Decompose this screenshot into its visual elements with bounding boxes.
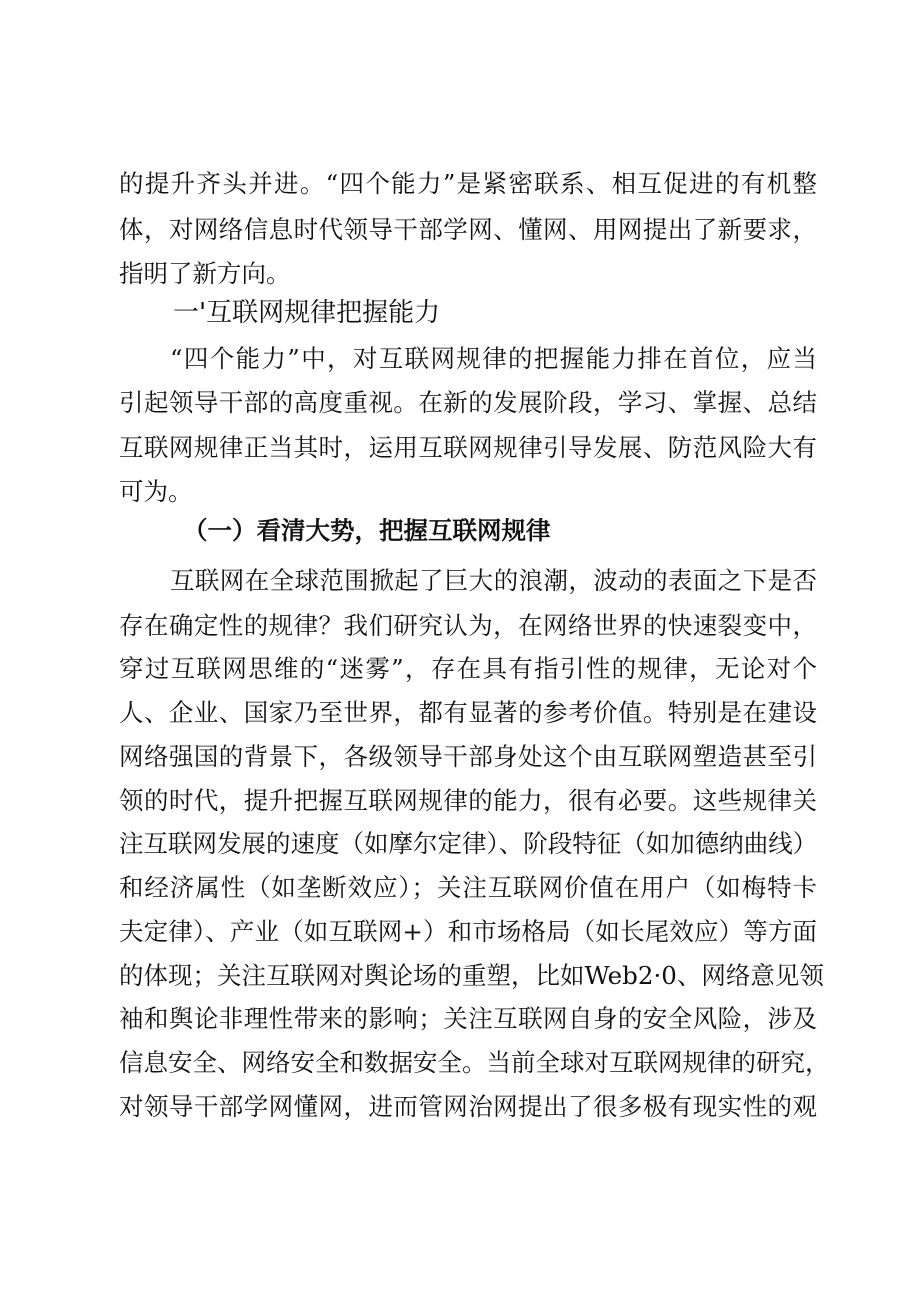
paragraph-1-line-3: 指明了新方向。 (119, 259, 291, 288)
paragraph-3-line-10: 的体现；关注互联网对舆论场的重塑，比如Web2·0、网络意见领 (119, 961, 824, 990)
section-heading: 一'互联网规律把握能力 (173, 298, 441, 328)
paragraph-2-line-2: 引起领导干部的高度重视。在新的发展阶段，学习、掌握、总结 (119, 388, 817, 417)
paragraph-3-line-1: 互联网在全球范围掀起了巨大的浪潮，波动的表面之下是否 (170, 566, 817, 595)
paragraph-3-line-6: 领的时代，提升把握互联网规律的能力，很有必要。这些规律关 (119, 786, 817, 815)
paragraph-3-line-8: 和经济属性（如垄断效应）；关注互联网价值在用户（如梅特卡 (119, 873, 817, 902)
subsection-heading: （一）看清大势，把握互联网规律 (183, 516, 551, 545)
paragraph-1-line-2: 体，对网络信息时代领导干部学网、懂网、用网提出了新要求， (119, 215, 817, 244)
paragraph-3-line-13: 对领导干部学网懂网，进而管网治网提出了很多极有现实性的观 (119, 1092, 817, 1121)
paragraph-3-line-9: 夫定律）、产业（如互联网+）和市场格局（如长尾效应）等方面 (119, 917, 817, 946)
paragraph-2-line-1: “四个能力”中，对互联网规律的把握能力排在首位，应当 (170, 344, 817, 373)
paragraph-2-line-4: 可为。 (119, 477, 193, 506)
paragraph-1-line-1: 的提升齐头并进。“四个能力”是紧密联系、相互促进的有机整 (119, 169, 817, 198)
paragraph-3-line-4: 人、企业、国家乃至世界，都有显著的参考价值。特别是在建设 (119, 698, 817, 727)
paragraph-3-line-3: 穿过互联网思维的“迷雾”，存在具有指引性的规律，无论对个 (119, 654, 817, 683)
paragraph-3-line-12: 信息安全、网络安全和数据安全。当前全球对互联网规律的研究， (119, 1048, 830, 1077)
paragraph-3-line-11: 袖和舆论非理性带来的影响；关注互联网自身的安全风险，涉及 (119, 1004, 817, 1033)
paragraph-2-line-3: 互联网规律正当其时，运用互联网规律引导发展、防范风险大有 (119, 433, 817, 462)
paragraph-3-line-7: 注互联网发展的速度（如摩尔定律）、阶段特征（如加德纳曲线） (119, 829, 818, 858)
paragraph-3-line-2: 存在确定性的规律？我们研究认为，在网络世界的快速裂变中， (119, 611, 817, 640)
paragraph-3-line-5: 网络强国的背景下，各级领导干部身处这个由互联网塑造甚至引 (119, 742, 817, 771)
